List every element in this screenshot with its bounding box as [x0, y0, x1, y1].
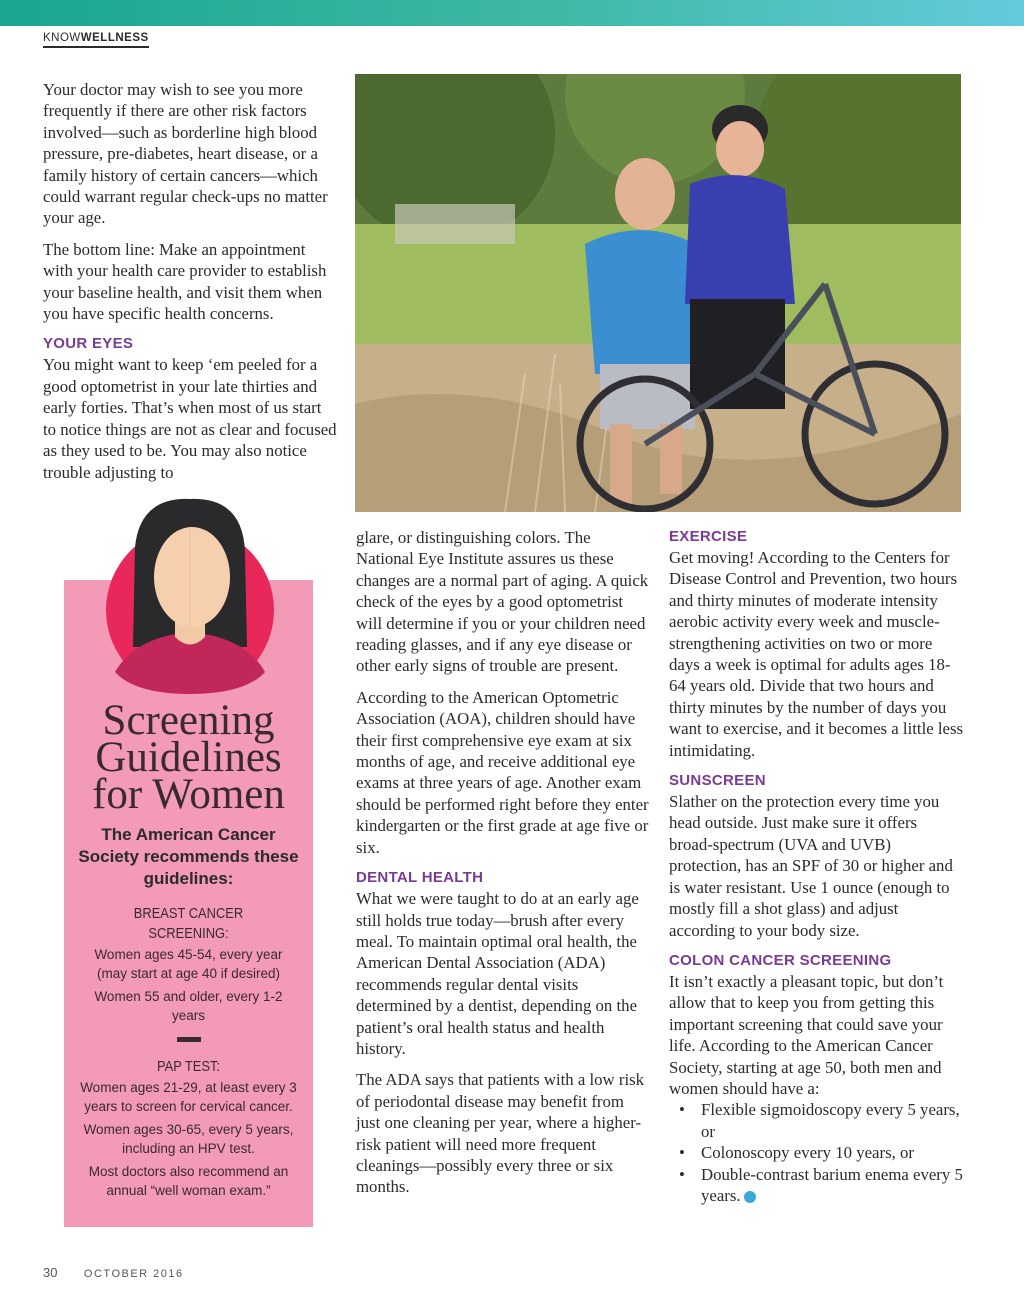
paragraph-aoa: According to the American Optometric Association (AOA), children should have their first comprehensive eye exam at six months of age, and receive additional eye exams at three years of age. Another exam should be performed right before they enter kindergarten or the first grade at age five or six. [356, 687, 649, 857]
issue-date: OCTOBER 2016 [83, 1268, 184, 1280]
paragraph-eyes-1: You might want to keep ‘em peeled for a good optometrist in your late thirties and early forties. That’s when most of us start to notice things are not as clear and focused as they used to be. You may also notice trouble adjusting to [43, 355, 337, 482]
guideline-item: Women ages 30-65, every 5 years, including an HPV test. [83, 1122, 294, 1156]
paragraph-dental-1: What we were taught to do at an early age still holds true today—brush after every meal. To maintain optimal oral health, the American Dental Association (ADA) recommends regular dental visits determined by a dentist, depending on the patient’s oral health status and health history. [356, 889, 639, 1058]
sidebar-title: Screening Guidelines for Women [92, 697, 285, 818]
woman-avatar-icon [95, 497, 285, 697]
paragraph-eyes-2: glare, or distinguishing colors. The National Eye Institute assures us these changes are a normal part of aging. A quick check of the eyes by a good optometrist will determine if you or your children need reading glasses, and if any eye disease or other early signs of trouble are present. [356, 528, 649, 676]
paragraph-colon: It isn’t exactly a pleasant topic, but don’t allow that to keep you from getting this important screening that could save your life. According to the American Cancer Society, starting at age 50, both men and women should have a: [669, 971, 944, 1098]
guideline-item: Women ages 21-29, at least every 3 years to screen for cervical cancer. [80, 1080, 297, 1114]
column-1 [43, 79, 338, 483]
list-item: • Colonoscopy every 10 years, or [669, 1142, 965, 1163]
heading-exercise: EXERCISE [669, 528, 748, 545]
paragraph-checkups: Your doctor may wish to see you more frequently if there are other risk factors involved—such as borderline high blood pressure, pre-diabetes, heart disease, or a family history of certain cancers—which could warrant regular check-ups no matter your age. [43, 80, 328, 228]
heading-sunscreen: SUNSCREEN [669, 772, 766, 790]
guideline-item: Most doctors also recommend an annual “well woman exam.” [88, 1164, 289, 1198]
paragraph-dental-2: The ADA says that patients with a low risk of periodontal disease may benefit from just one cleaning per year, where a higher-risk patient will need more frequent cleanings—possibly every three or six months. [356, 1070, 645, 1197]
photo-couple-cycling [355, 74, 961, 512]
breast-cancer-heading: BREAST CANCER SCREENING: [133, 905, 244, 942]
page-footer [43, 1264, 184, 1282]
sidebar-subtitle: The American Cancer Society recommends these guidelines: [78, 825, 299, 888]
heading-dental-health: DENTAL HEALTH [356, 869, 484, 887]
column-3 [669, 527, 965, 1206]
paragraph-exercise: Get moving! According to the Centers for Disease Control and Prevention, two hours and thirty minutes of moderate intensity aerobic activity every week and muscle-strengthening activities on two or more days a week is optimal for adults ages 18-64 years old. Divide that two hours and thirty minutes by the number of days you want to exercise, and it becomes a little less intimidating. [669, 548, 964, 760]
guideline-item: Women ages 45-54, every year (may start at age 40 if desired) [94, 947, 283, 981]
pap-test-heading: PAP TEST: [156, 1058, 221, 1075]
paragraph-sunscreen: Slather on the protection every time you head outside. Just make sure it offers broad-spectrum (UVA and UVB) protection, has an SPF of 30 or higher and is water resistant. Use 1 ounce (enough to mostly fill a shot glass) and adjust according to your body size. [669, 792, 953, 940]
column-2 [356, 527, 652, 1198]
list-item: • Flexible sigmoidoscopy every 5 years, or [669, 1099, 965, 1142]
section-brand: KNOWWELLNESS [43, 31, 149, 48]
list-item: • Double-contrast barium enema every 5 years. [669, 1164, 965, 1207]
colon-screening-list [669, 1099, 965, 1206]
heading-your-eyes: YOUR EYES [43, 335, 134, 353]
guideline-item: Women 55 and older, every 1-2 years [94, 989, 283, 1023]
top-color-bar [0, 0, 1024, 26]
sidebar-guidelines [78, 904, 299, 1204]
page-number: 30 [43, 1265, 58, 1280]
heading-colon-cancer: COLON CANCER SCREENING [669, 951, 892, 969]
paragraph-bottom-line: The bottom line: Make an appointment with your health care provider to establish your baseline health, and visit them when you have specific health concerns. [43, 239, 327, 324]
end-mark-icon [744, 1191, 756, 1203]
divider [177, 1037, 201, 1042]
